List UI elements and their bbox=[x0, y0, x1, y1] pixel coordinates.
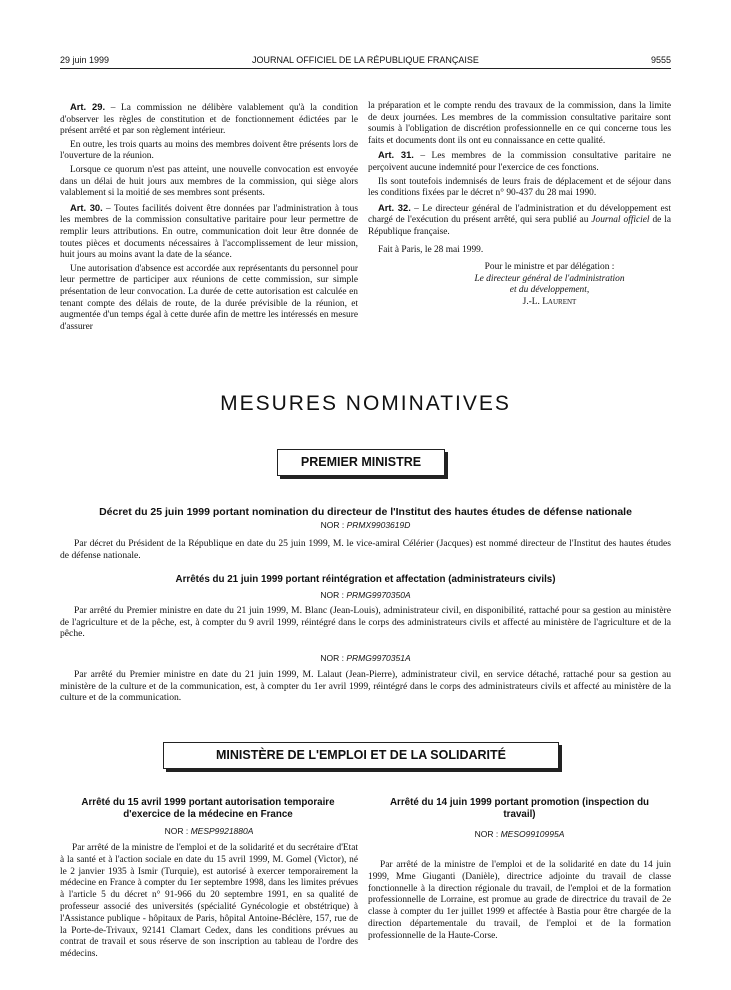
paragraph: Lorsque ce quorum n'est pas atteint, une nouvelle convocation est envoyée dans un délai de huit jours aux membres de la commission, qui siège alors valablement si la moitié de ses membres sont présents. bbox=[60, 164, 358, 199]
signature-block bbox=[428, 262, 671, 308]
arrete-gomel-title: Arrêté du 15 avril 1999 portant autorisation temporaire d'exercice de la médecine en France bbox=[81, 797, 335, 820]
article-31: Art. 31. – Les membres de la commission consultative paritaire ne perçoivent aucune indemnité pour l'exercice de ces fonctions. bbox=[368, 149, 671, 173]
arrete-giuganti-nor: NOR : MESO9910995A bbox=[474, 829, 565, 839]
top-left-column bbox=[60, 101, 358, 335]
decret-title: Décret du 25 juin 1999 portant nomination du directeur de l'Institut des hautes études de défense nationale bbox=[99, 506, 632, 518]
signature-line: Le directeur général de l'administration bbox=[474, 273, 625, 284]
arrete-gomel-nor: NOR : MESP9921880A bbox=[164, 826, 254, 836]
article-32: Art. 32. – Le directeur général de l'administration et du développement est chargé de l'exécution du présent arrêté, qui sera publié au Journal officiel de la République française. bbox=[368, 201, 672, 237]
arrete-giuganti-text: Par arrêté de la ministre de l'emploi et de la solidarité en date du 14 juin 1999, Mme Giuganti (Danièle), directrice adjointe du travail de classe fonctionnelle à la direction régionale du travail, de l'emploi et de la formation professionnelle de Lorraine, est promue au grade de directrice du travail de 2e classe à compter du 1er juillet 1999 et affectée à Bastia pour être chargée de la direction départementale du travail, de l'emploi et de la formation professionnelle de la Haute-Corse. bbox=[368, 860, 671, 941]
decret-text: Par décret du Président de la République en date du 25 juin 1999, M. le vice-amiral Célérier (Jacques) est nommé directeur de l'Institut des hautes études de défense nationale. bbox=[60, 538, 671, 561]
arrete-1-nor: NOR : PRMG9970350A bbox=[320, 590, 411, 600]
section-title: MESURES NOMINATIVES bbox=[220, 392, 511, 415]
top-right-column bbox=[368, 101, 671, 309]
paragraph: En outre, les trois quarts au moins des membres doivent être présents lors de l'ouverture de la réunion. bbox=[60, 139, 358, 162]
paragraph: la préparation et le compte rendu des travaux de la commission, dans la limite de deux journées. Les membres de la commission consultative paritaire sont soumis à l'obligation de discrétion professionnelle en ce qui concerne tous les faits et documents dont ils ont eu connaissance en cette qualité. bbox=[368, 101, 671, 146]
header-page-number: 9555 bbox=[650, 55, 671, 65]
article-29: Art. 29. – La commission ne délibère valablement qu'à la condition d'observer les règles de constitution et de fonctionnement édictées par le présent arrêté et par son règlement intérieur. bbox=[60, 101, 358, 137]
article-30: Art. 30. – Toutes facilités doivent être données par l'administration à tous les membres de la commission consultative paritaire pour leur permettre de remplir leurs attributions. En outre, communication doit leur être donnée de toutes pièces et documents nécessaires à l'accomplissement de leur mission, huit jours au moins avant la date de la séance. bbox=[60, 201, 358, 261]
arrete-2-text: Par arrêté du Premier ministre en date du 21 juin 1999, M. Lalaut (Jean-Pierre), administrateur civil, en service détaché, rattaché pour sa gestion au ministère de la culture et de la communication, est, à compter du 1er avril 1999, réintégré dans le corps des administrateurs civils et affecté au ministère de la culture et de la communication. bbox=[60, 669, 671, 704]
arrete-gomel-text: Par arrêté de la ministre de l'emploi et de la solidarité et du secrétaire d'Etat à la santé et à l'action sociale en date du 15 avril 1999, M. Gomel (Victor), né le 2 janvier 1935 à Ismir (Turquie), est autorisé à exercer temporairement la médecine en France à compter du 1er septembre 1998, dans les limites prévues à l'article 5 du décret n° 91-966 du 20 septembre 1991, en sa qualité de professeur associé des universités (spécialité Gynécologie et obstétrique) à l'Assistance publique - hôpitaux de Paris, hôpital Antoine-Béclère, 157, rue de la Porte-de-Trivaux, 92141 Clamart Cedex, dans les conditions prévues au contrat de travail et sous réserve de son inscription au tableau de l'ordre des médecins. bbox=[60, 843, 358, 960]
signature-line: et du développement, bbox=[509, 285, 590, 296]
decret-nor: NOR : PRMX9903619D bbox=[320, 520, 411, 530]
arrete-1-text: Par arrêté du Premier ministre en date du 21 juin 1999, M. Blanc (Jean-Louis), administrateur civil, en disponibilité, rattaché pour sa gestion au ministère de l'agriculture et de la pêche, est, à compter du 9 avril 1999, réintégré dans le corps des administrateurs civils et affecté au ministère de l'agriculture et de la pêche. bbox=[60, 605, 671, 640]
premier-ministre-heading: PREMIER MINISTRE bbox=[277, 449, 445, 476]
paragraph: Une autorisation d'absence est accordée aux représentants du personnel pour leur permettre de participer aux réunions de cette commission, sur simple présentation de leur convocation. La durée de cette autorisation est calculée en tenant compte des délais de route, de la durée prévisible de la réunion, et augmentée d'un temps égal à cette durée afin de mettre les intéressés en mesure d'assurer bbox=[60, 263, 358, 332]
arretes-title: Arrêtés du 21 juin 1999 portant réintégration et affectation (administrateurs civils) bbox=[175, 574, 556, 585]
done-at-paris: Fait à Paris, le 28 mai 1999. bbox=[378, 244, 484, 255]
arrete-giuganti-title: Arrêté du 14 juin 1999 portant promotion (inspection du travail) bbox=[389, 797, 650, 820]
header-date: 29 juin 1999 bbox=[60, 55, 110, 65]
signature-line: Pour le ministre et par délégation : bbox=[484, 262, 615, 273]
signatory-name: J.-L. Laurent bbox=[522, 296, 577, 307]
paragraph: Ils sont toutefois indemnisés de leurs frais de déplacement et de séjour dans les conditions fixées par le décret n° 90-437 du 28 mai 1990. bbox=[368, 176, 671, 199]
arrete-2-nor: NOR : PRMG9970351A bbox=[320, 653, 411, 663]
header-rule bbox=[60, 68, 671, 69]
ministere-heading: MINISTÈRE DE L'EMPLOI ET DE LA SOLIDARITÉ bbox=[163, 742, 559, 769]
header-journal-title: JOURNAL OFFICIEL DE LA RÉPUBLIQUE FRANÇAISE bbox=[252, 55, 479, 65]
